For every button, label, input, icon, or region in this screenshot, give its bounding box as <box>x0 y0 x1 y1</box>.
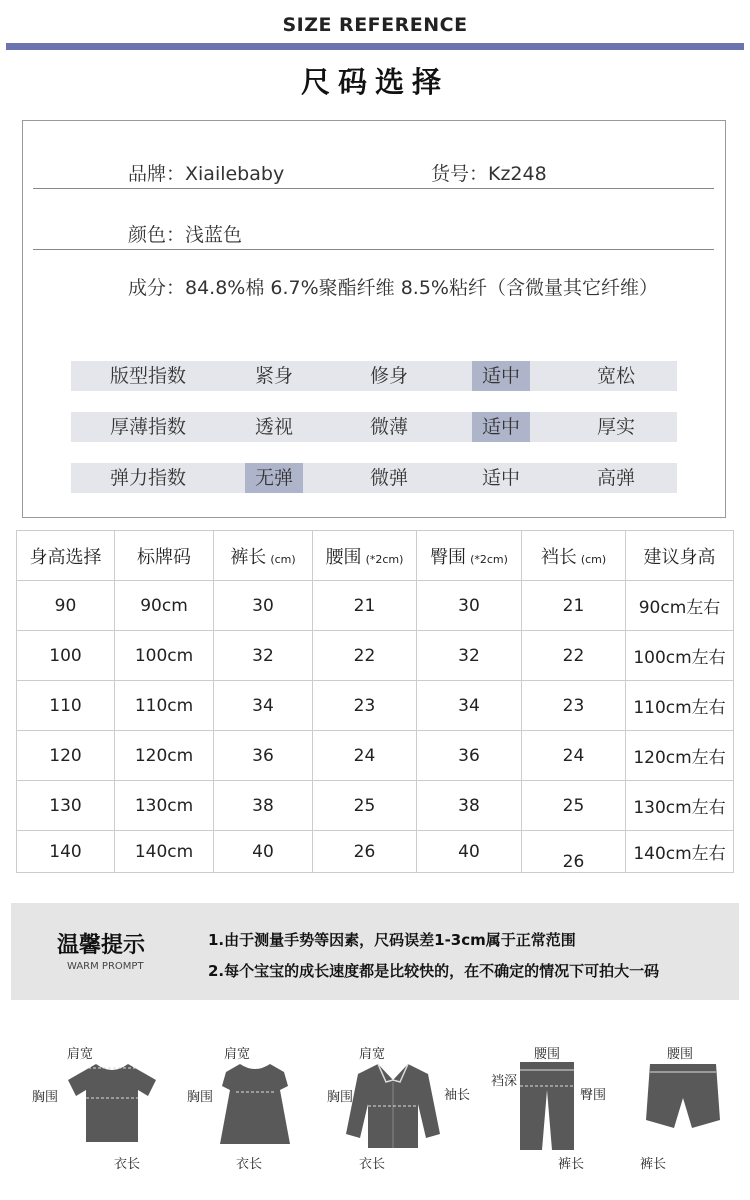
info-divider <box>33 188 714 189</box>
table-header-row <box>17 531 734 581</box>
table-cell: 34 <box>417 681 522 731</box>
table-cell: 24 <box>522 731 626 781</box>
index-option: 高弹 <box>596 467 635 489</box>
table-cell: 30 <box>417 581 522 631</box>
table-cell: 100cm左右 <box>626 631 734 681</box>
table-cell: 24 <box>313 731 417 781</box>
header-main: 建议身高 <box>643 546 716 568</box>
header-main: 裤长 <box>230 546 267 568</box>
shorts-icon <box>644 1062 722 1132</box>
table-cell: 130cm左右 <box>626 781 734 831</box>
table-cell: 100 <box>17 631 115 681</box>
jacket-icon <box>344 1060 442 1152</box>
product-info-box <box>22 120 726 518</box>
table-row <box>17 581 734 631</box>
table-cell: 40 <box>214 831 313 873</box>
table-cell: 130cm <box>115 781 214 831</box>
info-divider <box>33 249 714 250</box>
prompt-line-2: 2.每个宝宝的成长速度都是比较快的，在不确定的情况下可拍大一码 <box>208 962 660 980</box>
table-header-cell <box>17 531 115 581</box>
table-cell: 21 <box>522 581 626 631</box>
table-cell: 26 <box>522 831 626 873</box>
table-cell: 100cm <box>115 631 214 681</box>
index-row <box>71 463 677 493</box>
header-unit: (*2cm) <box>365 552 404 566</box>
prompt-line-1: 1.由于测量手势等因素，尺码误差1-3cm属于正常范围 <box>208 931 576 949</box>
index-option: 微弹 <box>369 467 408 489</box>
index-option: 宽松 <box>596 365 635 387</box>
table-cell: 25 <box>522 781 626 831</box>
sku-label: 货号：Kz248 <box>431 163 547 185</box>
index-row <box>71 412 677 442</box>
table-cell: 140cm <box>115 831 214 873</box>
header-main: 标牌码 <box>137 546 191 568</box>
index-name: 版型指数 <box>109 365 186 387</box>
header-main: 腰围 <box>325 546 362 568</box>
table-header-cell <box>522 531 626 581</box>
index-option-selected: 无弹 <box>245 463 303 493</box>
table-cell: 90cm左右 <box>626 581 734 631</box>
pants-length-label: 裤长 <box>558 1157 585 1172</box>
table-cell: 32 <box>417 631 522 681</box>
index-option: 适中 <box>481 467 520 489</box>
jacket-sleeve-label: 袖长 <box>444 1088 471 1103</box>
table-cell: 140cm左右 <box>626 831 734 873</box>
jacket-length-label: 衣长 <box>359 1157 386 1172</box>
size-table <box>16 530 734 873</box>
table-header-cell <box>417 531 522 581</box>
composition-label: 成分：84.8%棉 6.7%聚酯纤维 8.5%粘纤（含微量其它纤维） <box>128 277 658 299</box>
index-name: 弹力指数 <box>109 467 186 489</box>
table-cell: 140 <box>17 831 115 873</box>
table-row <box>17 831 734 873</box>
table-cell: 22 <box>522 631 626 681</box>
tshirt-chest-label: 胸围 <box>32 1090 59 1105</box>
header-unit: (*2cm) <box>470 552 508 566</box>
pants-hip-label: 臀围 <box>580 1088 607 1103</box>
dress-icon <box>218 1062 292 1146</box>
table-cell: 38 <box>214 781 313 831</box>
shorts-waist-label: 腰围 <box>667 1047 694 1062</box>
prompt-subtitle: WARM PROMPT <box>67 961 144 972</box>
jacket-chest-label: 胸围 <box>327 1090 354 1105</box>
index-option: 微薄 <box>369 416 408 438</box>
table-cell: 36 <box>214 731 313 781</box>
index-name: 厚薄指数 <box>109 416 186 438</box>
tshirt-length-label: 衣长 <box>114 1157 141 1172</box>
table-cell: 120cm左右 <box>626 731 734 781</box>
table-cell: 110cm <box>115 681 214 731</box>
title-en: SIZE REFERENCE <box>282 14 468 36</box>
table-cell: 26 <box>313 831 417 873</box>
table-cell: 110 <box>17 681 115 731</box>
header-unit: (cm) <box>270 552 296 566</box>
header-main: 臀围 <box>430 546 467 568</box>
table-cell: 30 <box>214 581 313 631</box>
index-option-selected: 适中 <box>472 361 530 391</box>
dress-chest-label: 胸围 <box>187 1090 214 1105</box>
shorts-length-label: 裤长 <box>640 1157 667 1172</box>
prompt-title: 温馨提示 <box>57 933 146 958</box>
title-cn: 尺码选择 <box>300 65 449 99</box>
table-cell: 23 <box>313 681 417 731</box>
tshirt-shoulder-label: 肩宽 <box>67 1047 94 1062</box>
index-row <box>71 361 677 391</box>
table-cell: 25 <box>313 781 417 831</box>
brand-label: 品牌：Xiailebaby <box>128 163 285 185</box>
table-header-cell <box>214 531 313 581</box>
header-main: 裆长 <box>540 546 577 568</box>
table-cell: 120 <box>17 731 115 781</box>
pants-rise-label: 裆深 <box>491 1074 518 1089</box>
table-cell: 34 <box>214 681 313 731</box>
dress-shoulder-label: 肩宽 <box>224 1047 251 1062</box>
index-option: 透视 <box>254 416 293 438</box>
index-option: 紧身 <box>254 365 293 387</box>
table-cell: 40 <box>417 831 522 873</box>
table-row <box>17 681 734 731</box>
color-label: 颜色：浅蓝色 <box>128 224 243 246</box>
jacket-shoulder-label: 肩宽 <box>359 1047 386 1062</box>
index-option-selected: 适中 <box>472 412 530 442</box>
tshirt-icon <box>66 1062 158 1144</box>
table-row <box>17 631 734 681</box>
dress-length-label: 衣长 <box>236 1157 263 1172</box>
warm-prompt-box <box>11 903 739 1000</box>
table-header-cell <box>115 531 214 581</box>
pants-waist-label: 腰围 <box>534 1047 561 1062</box>
table-header-cell <box>626 531 734 581</box>
table-row <box>17 781 734 831</box>
table-body <box>17 581 734 873</box>
table-cell: 120cm <box>115 731 214 781</box>
table-cell: 23 <box>522 681 626 731</box>
pants-icon <box>516 1060 578 1152</box>
table-header-cell <box>313 531 417 581</box>
header-main: 身高选择 <box>29 546 102 568</box>
table-row <box>17 731 734 781</box>
table-cell: 90cm <box>115 581 214 631</box>
table-cell: 21 <box>313 581 417 631</box>
header-accent-bar <box>6 43 744 50</box>
header-unit: (cm) <box>580 552 607 566</box>
table-cell: 38 <box>417 781 522 831</box>
table-cell: 32 <box>214 631 313 681</box>
index-option: 修身 <box>369 365 408 387</box>
index-option: 厚实 <box>596 416 635 438</box>
table-cell: 22 <box>313 631 417 681</box>
table-cell: 36 <box>417 731 522 781</box>
table-cell: 90 <box>17 581 115 631</box>
table-cell: 110cm左右 <box>626 681 734 731</box>
table-cell: 130 <box>17 781 115 831</box>
